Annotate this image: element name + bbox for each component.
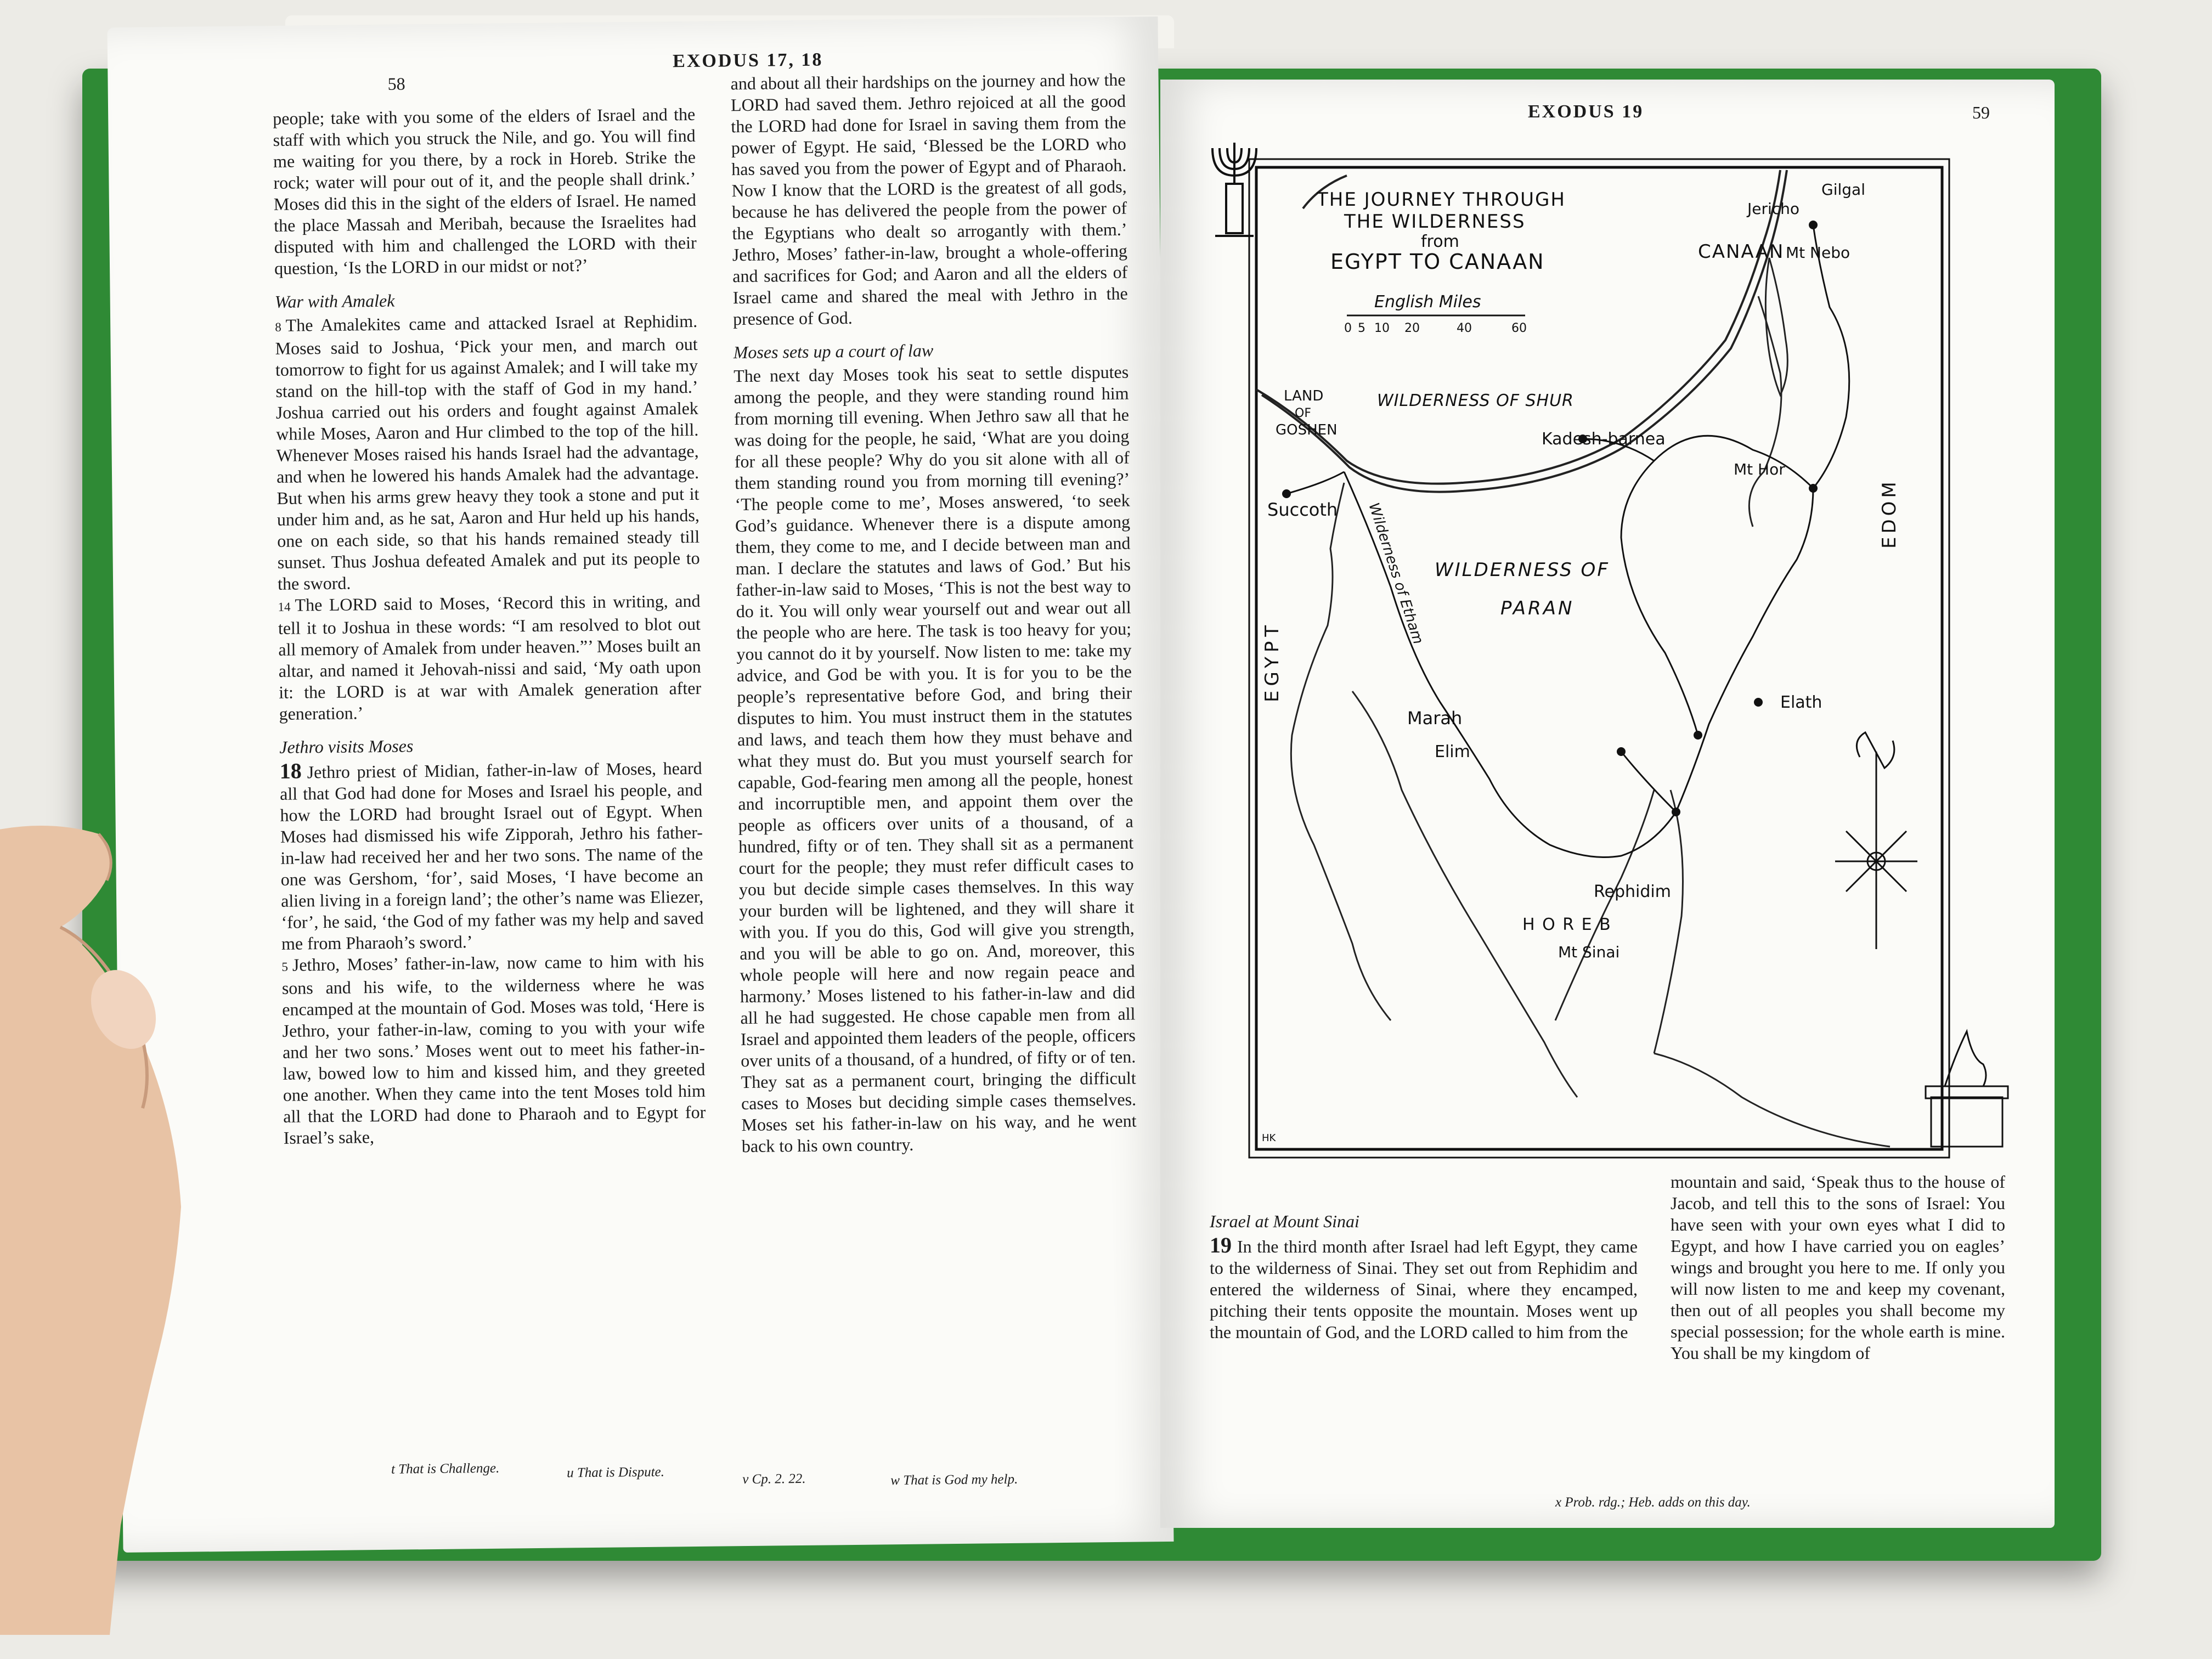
scripture-paragraph — [733, 362, 1137, 1157]
chapter-number: 19 — [1210, 1233, 1232, 1257]
scripture-paragraph — [280, 756, 704, 955]
label-elim: Elim — [1435, 742, 1470, 761]
label-paran: PARAN — [1500, 597, 1575, 619]
paragraph-text: mountain and said, ‘Speak thus to the house of Jacob, and tell this to the sons of Israel: You have seen with your own eyes what I did to Egypt, and how I have carried you on eagles’ wings and brought you here to me. If only you will now listen to me and keep my covenant, then out of all peoples you shall become my special possession; for the whole earth is mine. You shall be my kingdom of — [1671, 1172, 2005, 1363]
label-wilderness-etham: Wilderness of Etham — [1365, 500, 1426, 646]
label-edom: EDOM — [1878, 478, 1900, 549]
footnote-v: v Cp. 2. 22. — [742, 1471, 806, 1487]
label-canaan: CANAAN — [1698, 241, 1785, 263]
label-kadesh-barnea: Kadesh-barnea — [1542, 430, 1666, 449]
label-goshen: GOSHEN — [1276, 422, 1338, 438]
land-coastline — [1291, 296, 1890, 1147]
label-elath: Elath — [1780, 693, 1822, 712]
label-jericho: Jericho — [1747, 200, 1800, 218]
section-heading: Moses sets up a court of law — [733, 340, 934, 363]
label-land: LAND — [1284, 388, 1324, 404]
label-horeb: H O R E B — [1522, 915, 1612, 934]
label-gilgal: Gilgal — [1821, 180, 1865, 199]
altar-icon — [1926, 1031, 2008, 1147]
verse-number: 8 — [275, 320, 281, 334]
scripture-paragraph — [273, 104, 697, 279]
left-page-header: EXODUS 17, 18 — [673, 49, 823, 72]
paragraph-text: people; take with you some of the elders of Israel and the staff with which you struck the Nile, and go. You will find me waiting for you there, by a rock in Horeb. Strike the rock; water will pour out of it, and the people shall drink.’ Moses did this in the sight of the elders of Israel. He named the place Massah and Meribah, because the Israelites had disputed with him and challenged the LORD with their question, ‘Is the LORD in our midst or not?’ — [273, 104, 697, 278]
chapter-number: 18 — [279, 758, 302, 783]
scale-tick-0: 0 — [1344, 321, 1352, 335]
scale-tick-20: 20 — [1404, 321, 1420, 335]
paragraph-text: The LORD said to Moses, ‘Record this in writing, and tell it to Joshua in these words: “I am resolved to blot out all memory of Amalek from under heaven.”’ Moses built an altar, and named it Jehovah-nissi and said, ‘My oath upon it: the LORD is at war with Amalek generation after generation.’ — [278, 590, 702, 724]
label-wilderness-shur: WILDERNESS OF SHUR — [1377, 391, 1574, 410]
scale-tick-60: 60 — [1511, 321, 1527, 335]
label-of: OF — [1295, 407, 1311, 420]
hand-svg — [0, 812, 236, 1635]
scripture-paragraph — [278, 590, 701, 725]
right-page-number: 59 — [1972, 103, 1990, 122]
paragraph-text: Jethro, Moses’ father-in-law, now came to him with his sons and his wife, to the wilderness where he was encamped at the mountain of God. Moses was told, ‘Here is Jethro, your father-in-law, coming to you with your wife and her two sons.’ Moses went out to meet his father-in-law, bowed low to him and kissed him, and they greeted one another. When they came into the tent Moses told him all that the LORD had done to Pharaoh and to Egypt for Israel’s sake, — [281, 950, 706, 1148]
label-mt-hor: Mt Hor — [1734, 460, 1785, 478]
label-egypt: EGYPT — [1261, 620, 1283, 702]
paragraph-text: and about all their hardships on the journey and how the LORD had saved them. Jethro rejoiced at all the good the LORD had done for Israel in saving them from the power of Egypt. He said, ‘Blessed be the LORD who has saved you from the power of Egypt and of Pharaoh. Now I know that the LORD is the greatest of all gods, because he has delivered the people from the power of the Egyptians who dealt so arrogantly with them.’ Jethro, Moses’ father-in-law, brought a whole-offering and sacrifices for God; and Aaron and all the elders of Israel came and shared the meal with Jethro in the presence of God. — [730, 69, 1128, 329]
footnote-x: x Prob. rdg.; Heb. adds on this day. — [1555, 1495, 1751, 1510]
section-heading: Jethro visits Moses — [279, 736, 414, 757]
scripture-paragraph — [1210, 1234, 1638, 1343]
right-column-2 — [1671, 1171, 2005, 1479]
map-title-line4: EGYPT TO CANAAN — [1330, 250, 1545, 274]
compass-rose-icon — [1835, 732, 1917, 949]
scripture-paragraph — [275, 311, 700, 595]
verse-number: 14 — [278, 600, 291, 614]
left-column-2 — [730, 69, 1139, 1434]
journey-map-svg — [1204, 132, 2019, 1169]
left-column-1 — [273, 104, 709, 1436]
label-succoth: Succoth — [1267, 499, 1338, 520]
map-title-line2: THE WILDERNESS — [1344, 211, 1526, 233]
paragraph-text: The next day Moses took his seat to settle disputes among the people, and they were standing round him from morning till evening. When Jethro saw all that he was doing for the people, he said, ‘What are you doing for all these people? Why do you sit alone with all of them standing round you from morning till evening?’ ‘The people come to me’, Moses answered, ‘to seek God’s guidance. Whenever there is a dispute among them, they come to me, and I decide between man and man. I declare the statutes and laws of God.’ But his father-in-law said to Moses, ‘This is not the best way to do it. You will only wear yourself out and wear out all the people who are here. The task is too heavy for you; you cannot do it by yourself. Now listen to me: take my advice, and God be with you. It is for you to be the people’s representative before God, and bring their disputes to him. You must instruct them in the statutes and laws, and teach them how they must behave and what they must do. But you must yourself search for capable, God-fearing men among all the people, honest and incorruptible men, and appoint them over the people as officers over units of a thousand, of a hundred, fifty or of ten. They shall sit as a permanent court for the people; they must refer difficult cases to you but decide simple cases themselves. In this way your burden will be lightened, and they will share it with you. If you do this, God will give you strength, and you will be able to go on. And, moreover, this whole people will here and now regain peace and harmony.’ Moses listened to his father-in-law and did all he had suggested. He chose capable men from all Israel and appointed them leaders of the people, officers over units of a thousand, of a hundred, of fifty or of ten. They sat as a permanent court, bringing the difficult cases to Moses but deciding simple cases themselves. Moses set his father-in-law on his way, and he went back to his own country. — [733, 362, 1137, 1156]
journey-map — [1204, 132, 2019, 1169]
town-markers — [1282, 221, 1818, 816]
scripture-paragraph — [1671, 1171, 2005, 1364]
verse-number: 5 — [281, 960, 289, 974]
left-page-number: 58 — [387, 74, 405, 94]
paragraph-text: The Amalekites came and attacked Israel at Rephidim. Moses said to Joshua, ‘Pick your men, and march out tomorrow to fight for us against Amalek; and I will take my stand on the hill-top with the staff of God in my hand.’ Joshua carried out his orders and fought against Amalek while Moses, Aaron and Hur climbed to the top of the hill. Whenever Moses raised his hands Israel had the advantage, and when he lowered his hands Amalek had the advantage. But when his arms grew heavy they took a stone and put it under him and, as he sat, Aaron and Hur held up his hands, one on each side, so that his hands remained steady till sunset. Thus Joshua defeated Amalek and put its people to the sword. — [275, 311, 700, 594]
journey-route — [1286, 225, 1849, 857]
scripture-paragraph — [281, 950, 706, 1149]
scale-tick-10: 10 — [1374, 321, 1390, 335]
footnote-u: u That is Dispute. — [566, 1464, 665, 1481]
map-scale-title: English Miles — [1374, 292, 1481, 312]
label-mt-sinai: Mt Sinai — [1558, 943, 1620, 961]
map-title-line3: from — [1421, 232, 1459, 251]
scale-tick-40: 40 — [1457, 321, 1472, 335]
section-heading: War with Amalek — [274, 290, 395, 312]
label-hk: HK — [1262, 1132, 1276, 1144]
label-wilderness-of: WILDERNESS OF — [1435, 559, 1610, 581]
map-title-line1: THE JOURNEY THROUGH — [1317, 189, 1566, 211]
footnote-w: w That is God my help. — [890, 1471, 1018, 1488]
label-rephidim: Rephidim — [1594, 882, 1671, 901]
holding-hand — [0, 812, 236, 1635]
paragraph-text: Jethro priest of Midian, father-in-law of Moses, heard all that God had done for Moses and Israel his people, and how the LORD had brought Israel out of Egypt. When Moses had dismissed his wife Zipporah, Jethro his father-in-law had received her and her two sons. The name of the one was Gershom, ‘for’, said Moses, ‘I have become an alien living in a foreign land’; the other’s name was Eliezer, ‘for’, he said, ‘the God of my father was my help and saved me from Pharaoh’s sword.’ — [279, 758, 704, 953]
right-page-header: EXODUS 19 — [1528, 101, 1644, 122]
scripture-paragraph — [730, 69, 1128, 330]
section-heading: Israel at Mount Sinai — [1210, 1211, 1359, 1231]
paragraph-text: In the third month after Israel had left Egypt, they came to the wilderness of Sinai. They set out from Rephidim and entered the wilderness of Sinai, where they encamped, pitching their tents opposite the mountain. Moses went up the mountain of God, and the LORD called to him from the — [1210, 1237, 1638, 1342]
right-column-1 — [1210, 1199, 1638, 1484]
dead-sea-icon — [1765, 258, 1787, 395]
right-page — [1160, 80, 2055, 1528]
label-marah: Marah — [1407, 708, 1463, 729]
left-page — [107, 16, 1173, 1553]
footnote-t: t That is Challenge. — [391, 1460, 500, 1477]
scale-tick-5: 5 — [1358, 321, 1365, 335]
label-mt-nebo: Mt Nebo — [1786, 244, 1850, 262]
